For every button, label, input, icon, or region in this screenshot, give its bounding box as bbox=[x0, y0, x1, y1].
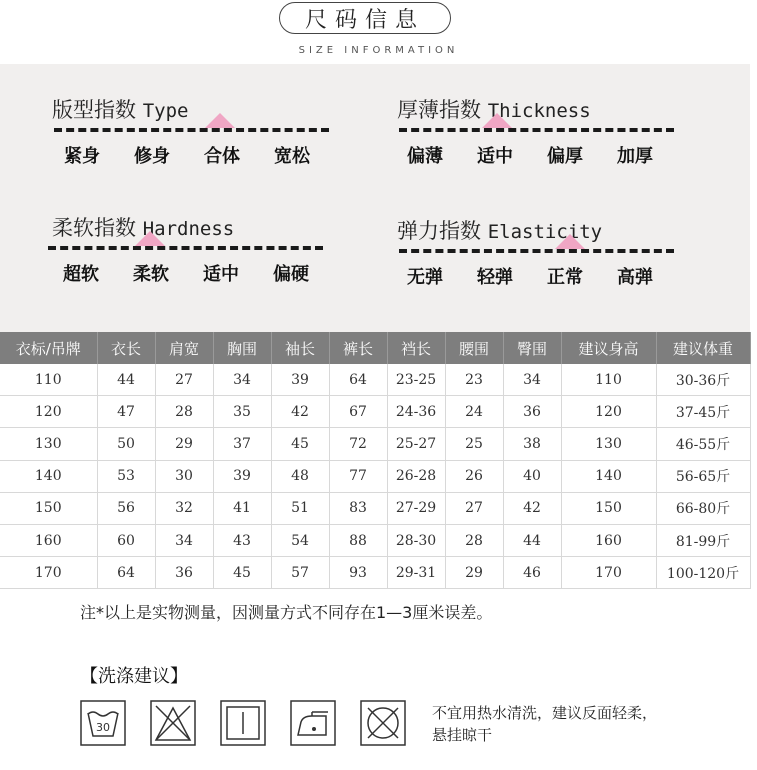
table-cell: 34 bbox=[213, 364, 271, 396]
table-cell: 72 bbox=[329, 428, 387, 460]
wash-30-icon bbox=[80, 700, 126, 746]
table-cell: 34 bbox=[155, 524, 213, 556]
no-bleach-icon bbox=[150, 700, 196, 746]
table-cell: 37-45斤 bbox=[656, 396, 750, 428]
column-header: 衣标/吊牌 bbox=[0, 332, 97, 364]
wash-instructions-line: 悬挂晾干 bbox=[432, 726, 493, 744]
type-index-marker bbox=[205, 113, 235, 128]
elasticity-level: 轻弹 bbox=[477, 267, 513, 288]
measurement-note: 注*以上是实物测量，因测量方式不同存在1—3厘米误差。 bbox=[80, 603, 493, 622]
table-cell: 24 bbox=[445, 396, 503, 428]
type-index-title: 版型指数 bbox=[52, 98, 136, 122]
column-header: 裤长 bbox=[329, 332, 387, 364]
table-cell: 42 bbox=[503, 492, 561, 524]
table-header-row bbox=[0, 332, 750, 364]
table-cell: 120 bbox=[561, 396, 656, 428]
table-cell: 46 bbox=[503, 557, 561, 589]
column-header: 建议体重 bbox=[656, 332, 750, 364]
header bbox=[0, 0, 757, 64]
table-cell: 67 bbox=[329, 396, 387, 428]
line-dry-icon bbox=[220, 700, 266, 746]
table-cell: 26 bbox=[445, 460, 503, 492]
table-cell: 53 bbox=[97, 460, 155, 492]
thickness-index-levels bbox=[397, 142, 687, 166]
column-header: 肩宽 bbox=[155, 332, 213, 364]
table-cell: 37 bbox=[213, 428, 271, 460]
table-cell: 45 bbox=[271, 428, 329, 460]
table-cell: 44 bbox=[503, 524, 561, 556]
thickness-index-marker bbox=[482, 113, 512, 128]
hardness-index-levels bbox=[52, 260, 342, 284]
elasticity-index bbox=[397, 215, 687, 315]
elasticity-level: 无弹 bbox=[407, 267, 443, 288]
type-index-scale bbox=[54, 128, 329, 132]
elasticity-level: 正常 bbox=[547, 267, 583, 288]
table-cell: 110 bbox=[561, 364, 656, 396]
table-cell: 160 bbox=[561, 524, 656, 556]
table-cell: 39 bbox=[213, 460, 271, 492]
table-cell: 42 bbox=[271, 396, 329, 428]
table-row bbox=[0, 396, 750, 428]
table-cell: 47 bbox=[97, 396, 155, 428]
table-cell: 25-27 bbox=[387, 428, 445, 460]
column-header: 臀围 bbox=[503, 332, 561, 364]
type-level: 宽松 bbox=[274, 146, 310, 167]
column-header: 袖长 bbox=[271, 332, 329, 364]
table-cell: 34 bbox=[503, 364, 561, 396]
hardness-index bbox=[52, 212, 342, 312]
thickness-level: 偏厚 bbox=[547, 146, 583, 167]
table-cell: 54 bbox=[271, 524, 329, 556]
table-cell: 40 bbox=[503, 460, 561, 492]
table-cell: 46-55斤 bbox=[656, 428, 750, 460]
table-cell: 45 bbox=[213, 557, 271, 589]
table-cell: 27 bbox=[445, 492, 503, 524]
thickness-index-title: 厚薄指数 bbox=[397, 98, 481, 122]
table-cell: 43 bbox=[213, 524, 271, 556]
column-header: 裆长 bbox=[387, 332, 445, 364]
table-cell: 140 bbox=[0, 460, 97, 492]
wash-instructions bbox=[432, 702, 732, 746]
table-cell: 64 bbox=[97, 557, 155, 589]
column-header: 衣长 bbox=[97, 332, 155, 364]
table-row bbox=[0, 428, 750, 460]
table-cell: 57 bbox=[271, 557, 329, 589]
table-row bbox=[0, 524, 750, 556]
table-cell: 27 bbox=[155, 364, 213, 396]
hardness-index-title-en: Hardness bbox=[142, 218, 235, 240]
hardness-index-marker bbox=[135, 231, 165, 246]
wash-title: 【洗涤建议】 bbox=[80, 666, 188, 687]
table-cell: 51 bbox=[271, 492, 329, 524]
elasticity-index-title-en: Elasticity bbox=[487, 221, 603, 243]
elasticity-index-scale bbox=[399, 249, 674, 253]
index-panel bbox=[0, 64, 750, 334]
table-cell: 56 bbox=[97, 492, 155, 524]
type-index-levels bbox=[52, 142, 342, 166]
table-cell: 28-30 bbox=[387, 524, 445, 556]
hardness-level: 适中 bbox=[203, 264, 239, 285]
table-cell: 130 bbox=[0, 428, 97, 460]
elasticity-index-marker bbox=[555, 234, 585, 249]
table-cell: 41 bbox=[213, 492, 271, 524]
thickness-index bbox=[397, 94, 687, 194]
no-dry-clean-icon bbox=[360, 700, 406, 746]
table-cell: 23-25 bbox=[387, 364, 445, 396]
table-row bbox=[0, 557, 750, 589]
table-cell: 23 bbox=[445, 364, 503, 396]
table-cell: 100-120斤 bbox=[656, 557, 750, 589]
table-cell: 29 bbox=[445, 557, 503, 589]
table-cell: 29 bbox=[155, 428, 213, 460]
type-level: 合体 bbox=[204, 146, 240, 167]
table-cell: 83 bbox=[329, 492, 387, 524]
table-cell: 30-36斤 bbox=[656, 364, 750, 396]
table-cell: 26-28 bbox=[387, 460, 445, 492]
table-cell: 30 bbox=[155, 460, 213, 492]
table-cell: 35 bbox=[213, 396, 271, 428]
table-cell: 150 bbox=[0, 492, 97, 524]
table-row bbox=[0, 460, 750, 492]
thickness-level: 适中 bbox=[477, 146, 513, 167]
table-cell: 110 bbox=[0, 364, 97, 396]
table-cell: 24-36 bbox=[387, 396, 445, 428]
wash-temp-label: 30 bbox=[96, 721, 110, 734]
table-cell: 36 bbox=[155, 557, 213, 589]
column-header: 建议身高 bbox=[561, 332, 656, 364]
table-cell: 130 bbox=[561, 428, 656, 460]
type-level: 紧身 bbox=[64, 146, 100, 167]
elasticity-index-title: 弹力指数 bbox=[397, 219, 481, 243]
table-cell: 170 bbox=[561, 557, 656, 589]
table-cell: 120 bbox=[0, 396, 97, 428]
table-cell: 38 bbox=[503, 428, 561, 460]
table-cell: 60 bbox=[97, 524, 155, 556]
wash-instructions-line: 不宜用热水清洗，建议反面轻柔， bbox=[432, 704, 658, 722]
size-table bbox=[0, 332, 751, 589]
hardness-level: 偏硬 bbox=[273, 264, 309, 285]
table-row bbox=[0, 492, 750, 524]
table-row bbox=[0, 364, 750, 396]
table-cell: 25 bbox=[445, 428, 503, 460]
hardness-index-title: 柔软指数 bbox=[52, 216, 136, 240]
type-index bbox=[52, 94, 342, 194]
table-cell: 50 bbox=[97, 428, 155, 460]
hardness-index-scale bbox=[48, 246, 323, 250]
column-header: 腰围 bbox=[445, 332, 503, 364]
table-cell: 48 bbox=[271, 460, 329, 492]
table-cell: 140 bbox=[561, 460, 656, 492]
table-cell: 27-29 bbox=[387, 492, 445, 524]
table-cell: 56-65斤 bbox=[656, 460, 750, 492]
elasticity-level: 高弹 bbox=[617, 267, 653, 288]
iron-low-icon bbox=[290, 700, 336, 746]
hardness-level: 柔软 bbox=[133, 264, 169, 285]
table-cell: 64 bbox=[329, 364, 387, 396]
page-title: 尺码信息 bbox=[279, 2, 451, 34]
table-cell: 81-99斤 bbox=[656, 524, 750, 556]
table-cell: 77 bbox=[329, 460, 387, 492]
table-cell: 32 bbox=[155, 492, 213, 524]
column-header: 胸围 bbox=[213, 332, 271, 364]
table-cell: 28 bbox=[155, 396, 213, 428]
table-cell: 88 bbox=[329, 524, 387, 556]
table-cell: 29-31 bbox=[387, 557, 445, 589]
type-level: 修身 bbox=[134, 146, 170, 167]
thickness-index-scale bbox=[399, 128, 674, 132]
table-cell: 39 bbox=[271, 364, 329, 396]
table-cell: 36 bbox=[503, 396, 561, 428]
table-cell: 28 bbox=[445, 524, 503, 556]
table-cell: 150 bbox=[561, 492, 656, 524]
table-cell: 66-80斤 bbox=[656, 492, 750, 524]
table-cell: 44 bbox=[97, 364, 155, 396]
thickness-index-title-en: Thickness bbox=[487, 100, 591, 122]
page-subtitle: SIZE INFORMATION bbox=[298, 45, 459, 56]
thickness-level: 加厚 bbox=[617, 146, 653, 167]
thickness-level: 偏薄 bbox=[407, 146, 443, 167]
table-cell: 93 bbox=[329, 557, 387, 589]
table-cell: 160 bbox=[0, 524, 97, 556]
elasticity-index-levels bbox=[397, 263, 687, 287]
table-cell: 170 bbox=[0, 557, 97, 589]
type-index-title-en: Type bbox=[142, 100, 189, 122]
hardness-level: 超软 bbox=[63, 264, 99, 285]
